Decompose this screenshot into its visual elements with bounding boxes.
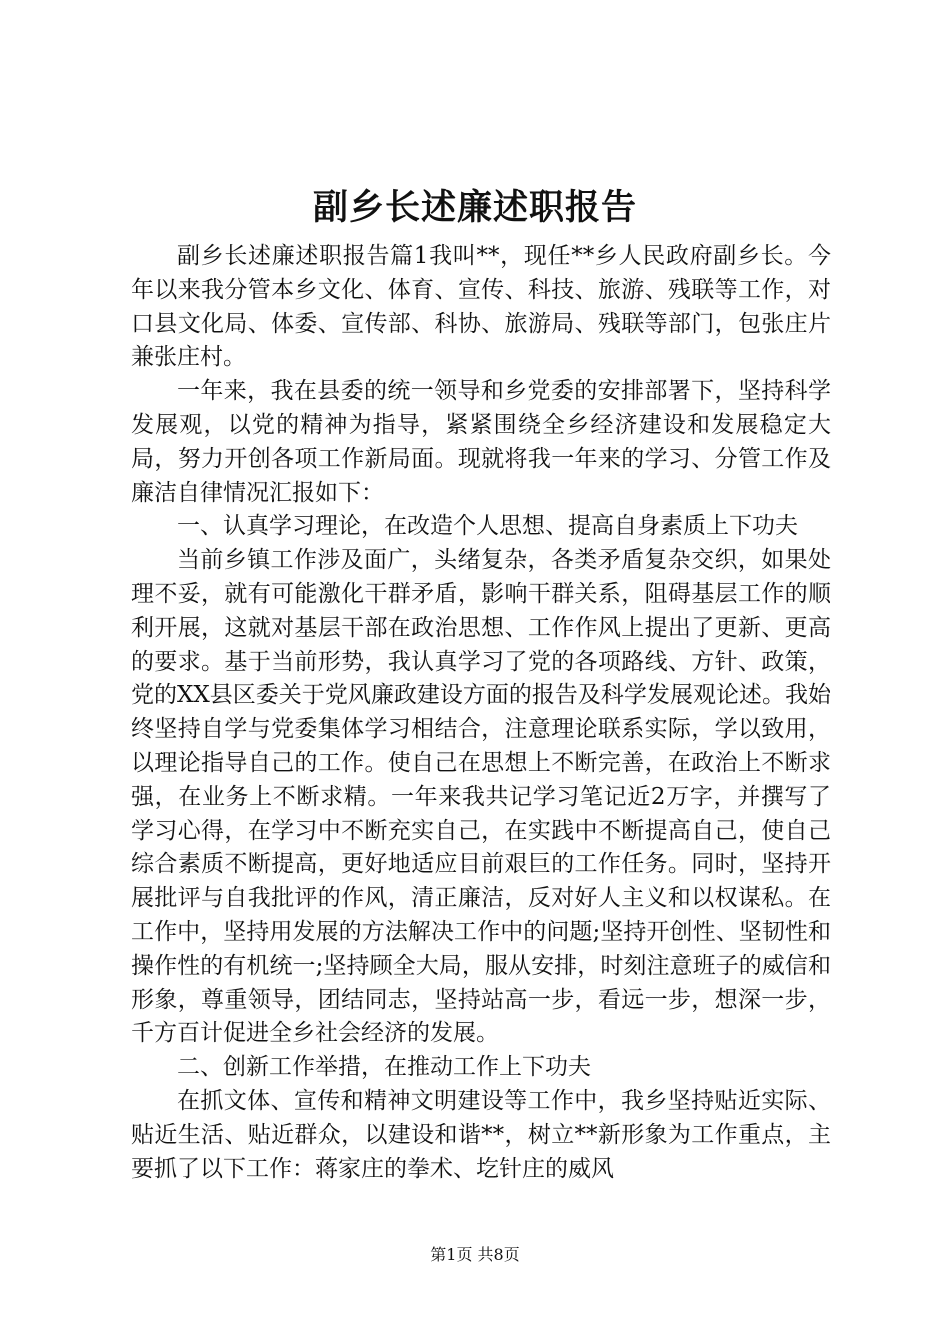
paragraph-intro: 副乡长述廉述职报告篇1我叫**，现任**乡人民政府副乡长。今年以来我分管本乡文化、体育、宣传、科技、旅游、残联等工作，对口县文化局、体委、宣传部、科协、旅游局、残联等部门，包张庄片兼张庄村。 [131,243,831,371]
paragraph-overview: 一年来，我在县委的统一领导和乡党委的安排部署下，坚持科学发展观，以党的精神为指导，紧紧围绕全乡经济建设和发展稳定大局，努力开创各项工作新局面。现就将我一年来的学习、分管工作及廉洁自律情况汇报如下： [131,378,831,506]
section-heading-1: 一、认真学习理论，在改造个人思想、提高自身素质上下功夫 [177,513,798,540]
paragraph-study: 当前乡镇工作涉及面广，头绪复杂，各类矛盾复杂交织，如果处理不妥，就有可能激化干群矛盾，影响干群关系，阻碍基层工作的顺利开展，这就对基层干部在政治思想、工作作风上提出了更新、更高的要求。基于当前形势，我认真学习了党的各项路线、方针、政策，党的XX县区委关于党风廉政建设方面的报告及科学发展观论述。我始终坚持自学与党委集体学习相结合，注意理论联系实际，学以致用，以理论指导自己的工作。使自己在思想上不断完善，在政治上不断求强，在业务上不断求精。一年来我共记学习笔记近2万字，并撰写了学习心得，在学习中不断充实自己，在实践中不断提高自己，使自己综合素质不断提高，更好地适应目前艰巨的工作任务。同时，坚持开展批评与自我批评的作风，清正廉洁，反对好人主义和以权谋私。在工作中，坚持用发展的方法解决工作中的问题;坚持开创性、坚韧性和操作性的有机统一;坚持顾全大局，服从安排，时刻注意班子的威信和形象，尊重领导，团结同志，坚持站高一步，看远一步，想深一步，千方百计促进全乡社会经济的发展。 [131,547,831,1047]
section-heading-2: 二、创新工作举措，在推动工作上下功夫 [177,1054,591,1081]
page-title: 副乡长述廉述职报告 [312,187,637,228]
paragraph-culture-work: 在抓文体、宣传和精神文明建设等工作中，我乡坚持贴近实际、贴近生活、贴近群众，以建设和谐**，树立**新形象为工作重点，主要抓了以下工作：蒋家庄的拳术、圪针庄的威风 [131,1087,831,1182]
page-footer: 第1页 共8页 [430,1245,520,1264]
document-body [131,240,831,1186]
